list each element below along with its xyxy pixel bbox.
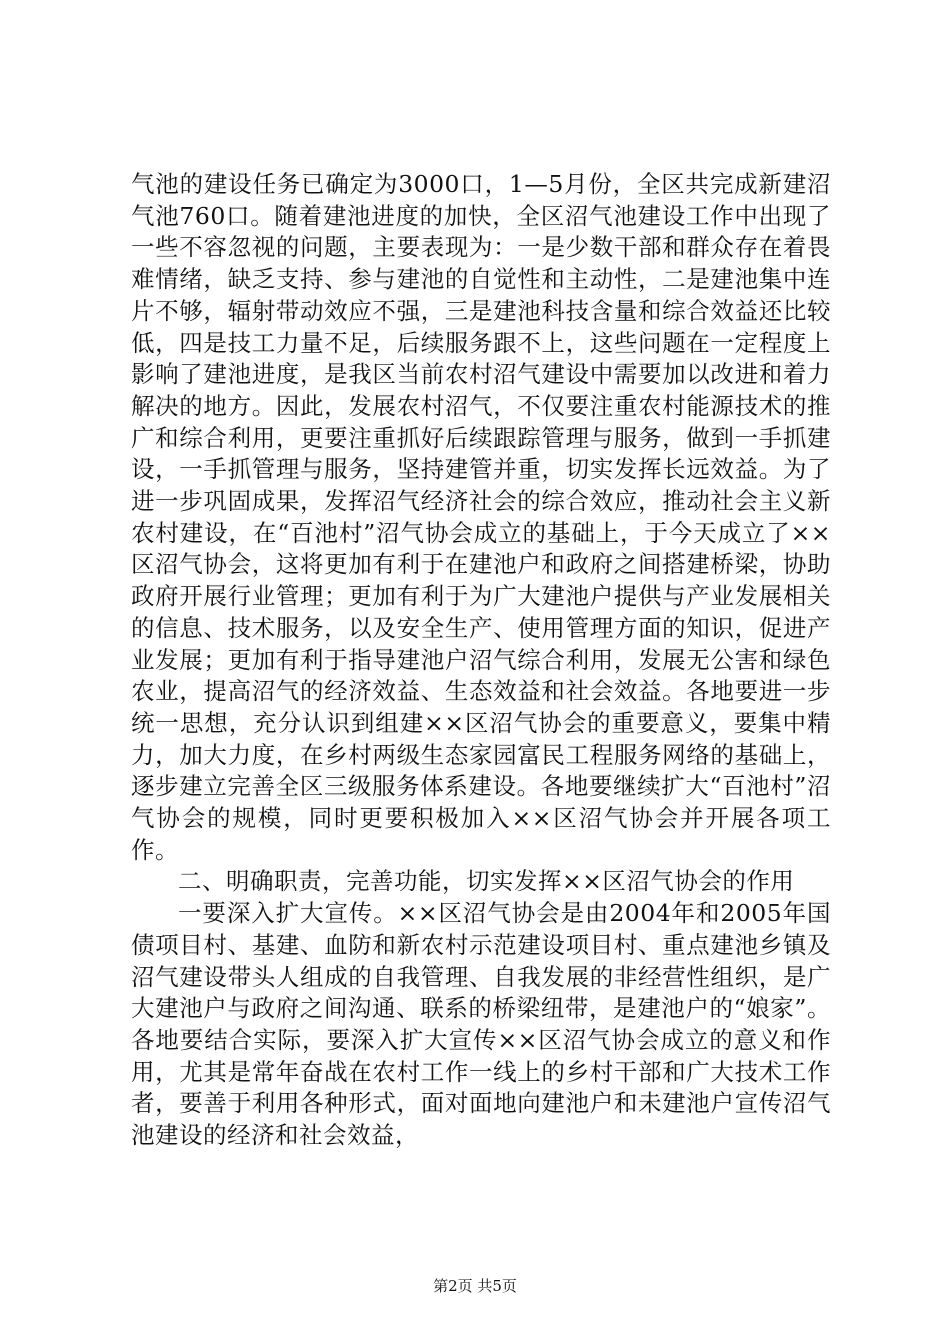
page-number-footer: 第2页 共5页 xyxy=(433,1277,517,1295)
paragraph-publicity: 一要深入扩大宣传。××区沼气协会是由2004年和2005年国债项目村、基建、血防和新农村示范建设项目村、重点建池乡镇及沼气建设带头人组成的自我管理、自我发展的非经营性组织，是广大建池户与政府之间沟通、联系的桥梁纽带，是建池户的“娘家”。各地要结合实际，要深入扩大宣传××区沼气协会成立的意义和作用，尤其是常年奋战在农村工作一线上的乡村干部和广大技术工作者，要善于利用各种形式，面对面地向建池户和未建池户宣传沼气池建设的经济和社会效益， xyxy=(131,899,831,1150)
paragraph-continuation: 气池的建设任务已确定为3000口，1—5月份，全区共完成新建沼气池760口。随着建池进度的加快，全区沼气池建设工作中出现了一些不容忽视的问题，主要表现为：一是少数干部和群众存在着畏难情绪，缺乏支持、参与建池的自觉性和主动性，二是建池集中连片不够，辐射带动效应不强，三是建池科技含量和综合效益还比较低，四是技工力量不足，后续服务跟不上，这些问题在一定程度上影响了建池进度，是我区当前农村沼气建设中需要加以改进和着力解决的地方。因此，发展农村沼气，不仅要注重农村能源技术的推广和综合利用，更要注重抓好后续跟踪管理与服务，做到一手抓建设，一手抓管理与服务，坚持建管并重，切实发挥长远效益。为了进一步巩固成果，发挥沼气经济社会的综合效应，推动社会主义新农村建设，在“百池村”沼气协会成立的基础上，于今天成立了××区沼气协会，这将更加有利于在建池户和政府之间搭建桥梁，协助政府开展行业管理；更加有利于为广大建池户提供与产业发展相关的信息、技术服务，以及安全生产、使用管理方面的知识，促进产业发展；更加有利于指导建池户沼气综合利用，发展无公害和绿色农业，提高沼气的经济效益、生态效益和社会效益。各地要进一步统一思想，充分认识到组建××区沼气协会的重要意义，要集中精力，加大力度，在乡村两级生态家园富民工程服务网络的基础上，逐步建立完善全区三级服务体系建设。各地要继续扩大“百池村”沼气协会的规模，同时更要积极加入××区沼气协会并开展各项工作。 xyxy=(131,170,831,864)
section-heading: 二、明确职责，完善功能，切实发挥××区沼气协会的作用 xyxy=(178,867,795,896)
document-body xyxy=(131,169,831,1152)
